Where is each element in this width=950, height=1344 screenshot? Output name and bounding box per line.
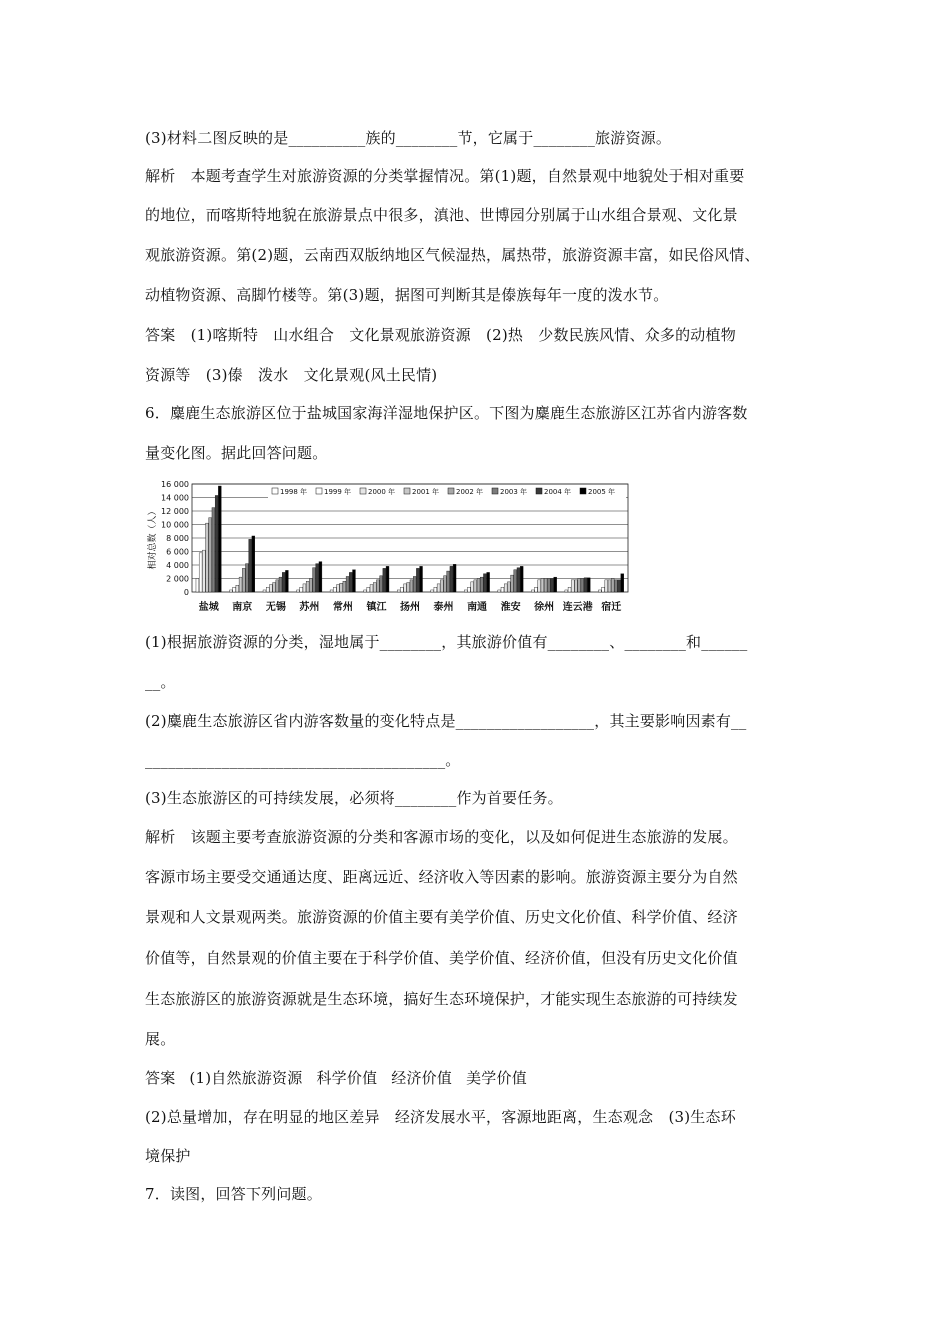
bar [206,523,209,592]
bar [450,566,453,592]
q6-part2-line1: (2)麋鹿生态旅游区省内游客数量的变化特点是__________________，其主要影响因素有__ [145,712,747,730]
bar [480,577,483,592]
bar [337,585,340,592]
bar [309,579,312,593]
bar [233,587,236,592]
y-axis-label: 相对总数（人） [148,506,158,570]
y-tick-label: 4 000 [166,561,189,570]
legend-swatch [272,488,278,494]
y-tick-label: 10 000 [161,520,189,530]
bar [376,580,379,592]
q6-analysis-line4: 价值等，自然景观的价值主要在于科学价值、美学价值、经济价值，但没有历史文化价值 [145,949,738,967]
legend-label: 2001 年 [412,488,440,496]
bar [602,587,605,592]
q5-answer-line2: 资源等 (3)傣 泼水 文化景观(风土民情) [145,366,438,384]
legend-label: 2003 年 [500,488,528,496]
bar [316,564,319,592]
bar [413,576,416,592]
legend-swatch [536,488,542,494]
legend-swatch [404,488,410,494]
q5-analysis-line1: 解析 本题考查学生对旅游资源的分类掌握情况。第(1)题，自然景观中地貌处于相对重要 [145,167,745,185]
bar [313,568,316,592]
answer-item: 科学价值 [316,1069,378,1087]
bar [531,590,534,592]
bar [269,585,272,592]
x-tick-label: 常州 [332,602,353,613]
bar [474,580,477,592]
bar [404,584,407,592]
bar [279,577,282,592]
q6-answer-line1 [145,1068,825,1088]
bar [333,587,336,592]
bar [498,590,501,592]
legend-swatch [360,488,366,494]
bar [340,583,343,592]
bar [242,568,245,592]
q6-analysis-line2: 客源市场主要受交通通达度、距离远近、经济收入等因素的影响。旅游资源主要分为自然 [145,868,738,886]
bar [386,566,389,592]
bar [571,580,574,592]
x-tick-label: 宿迁 [601,602,622,613]
bar [353,570,356,592]
q6-intro-line2: 量变化图。据此回答问题。 [145,444,328,462]
bar [437,584,440,592]
answer-item: 美学价值 [466,1069,527,1087]
bar [467,587,470,592]
bar [212,508,215,592]
bar [477,579,480,593]
bar [605,580,608,592]
bar [440,580,443,592]
legend-swatch [448,488,454,494]
bar [541,579,544,593]
bar [614,580,617,592]
bar [464,590,467,592]
q6-analysis-line6: 展。 [145,1030,176,1048]
legend-label: 1998 年 [280,488,308,496]
bar [380,576,383,592]
bar [608,580,611,592]
bar [373,583,376,592]
bar [501,587,504,592]
x-tick-label: 盐城 [198,602,219,613]
bar [367,587,370,592]
bar [568,587,571,592]
bar [196,579,199,593]
legend-label: 1999 年 [324,488,352,496]
bar [199,553,202,592]
bar [218,486,221,592]
bar [300,587,303,592]
legend-swatch [580,488,586,494]
q6-part1-line2: __。 [145,673,176,691]
bar [252,536,255,592]
legend-swatch [316,488,322,494]
x-tick-label: 泰州 [433,602,454,613]
y-tick-label: 14 000 [161,493,189,503]
bar [285,570,288,592]
bar [303,584,306,592]
bar [514,570,517,592]
q6-part1-line1: (1)根据旅游资源的分类，湿地属于________，其旅游价值有________、________和______ [145,633,748,651]
bar [370,585,373,592]
bar [444,576,447,592]
x-tick-label: 徐州 [534,602,555,613]
legend-label: 2002 年 [456,488,484,496]
bar [621,574,624,592]
answer-label: 答案 [145,1069,176,1087]
bar [364,590,367,592]
q6-part3: (3)生态旅游区的可持续发展，必须将________作为首要任务。 [145,789,563,807]
bar [565,590,568,592]
legend-label: 2005 年 [588,488,616,496]
bar [535,587,538,592]
y-tick-label: 12 000 [161,507,189,516]
bar [504,584,507,592]
q6-answer-line3: 境保护 [145,1147,191,1165]
bar [554,577,557,592]
bar [246,564,249,592]
bar [400,587,403,592]
x-tick-label: 淮安 [500,602,521,613]
bar [416,568,419,592]
bar [282,572,285,592]
bar [520,566,523,592]
q6-analysis-line5: 生态旅游区的旅游资源就是生态环境，搞好生态环境保护，才能实现生态旅游的可持续发 [145,990,738,1008]
q5-part3: (3)材料二图反映的是__________族的________节，它属于________旅游资源。 [145,129,672,147]
bar [319,562,322,592]
bar [230,590,233,592]
bar [538,580,541,592]
q6-intro-line1: 6．麋鹿生态旅游区位于盐城国家海洋湿地保护区。下图为麋鹿生态旅游区江苏省内游客数 [145,404,748,422]
q5-analysis-line2: 的地位，而喀斯特地貌在旅游景点中很多，滇池、世博园分别属于山水组合景观、文化景 [145,206,738,224]
bar [297,590,300,592]
tourist-count-bar-chart [144,474,632,618]
bar [420,566,423,592]
bar [202,550,205,592]
bar [249,539,252,592]
q5-analysis-line4: 动植物资源、高脚竹楼等。第(3)题，据图可判断其是傣族每年一度的泼水节。 [145,286,669,304]
bar [544,579,547,593]
bar [611,579,614,593]
bar [587,578,590,592]
legend-swatch [492,488,498,494]
x-tick-label: 镇江 [366,602,387,613]
bar [276,580,279,592]
bar [581,579,584,593]
answer-item: 经济价值 [391,1069,453,1087]
x-tick-label: 苏州 [299,602,320,613]
q6-analysis-line3: 景观和人文景观两类。旅游资源的价值主要有美学价值、历史文化价值、科学价值、经济 [145,908,738,926]
bar [511,575,514,592]
bar [517,568,520,592]
y-tick-label: 2 000 [166,574,189,584]
bar [266,587,269,592]
q6-answer-line2: (2)总量增加，存在明显的地区差异 经济发展水平，客源地距离，生态观念 (3)生态环 [145,1108,736,1126]
bar [383,568,386,592]
answer-item: (1)自然旅游资源 [189,1069,303,1087]
bar [618,580,621,592]
bar [407,583,410,592]
bar [453,564,456,592]
x-tick-label: 南京 [232,602,253,613]
x-tick-label: 无锡 [265,602,286,613]
bar [215,495,218,592]
bar [263,590,266,592]
bar [236,585,239,592]
bar [447,571,450,592]
bar [349,572,352,592]
q6-part2-line2: _______________________________________。 [145,751,461,769]
q6-analysis-line1: 解析 该题主要考查旅游资源的分类和客源市场的变化，以及如何促进生态旅游的发展。 [145,828,738,846]
bar [471,582,474,592]
x-tick-label: 扬州 [400,602,420,613]
bar [578,579,581,593]
bar [209,518,212,592]
bar [330,590,333,592]
bar [507,582,510,592]
bar [574,580,577,592]
bar [487,572,490,592]
legend-label: 2000 年 [368,488,396,496]
bar [410,580,413,592]
bar [431,590,434,592]
y-tick-label: 8 000 [166,534,189,543]
y-tick-label: 0 [183,588,189,597]
bar [306,581,309,592]
bar [343,581,346,592]
q5-answer-line1: 答案 (1)喀斯特 山水组合 文化景观旅游资源 (2)热 少数民族风情、众多的动植物 [145,326,736,344]
legend-label: 2004 年 [544,488,572,496]
q5-analysis-line3: 观旅游资源。第(2)题，云南西双版纳地区气候湿热，属热带，旅游资源丰富，如民俗风情、 [145,246,760,264]
bar [598,590,601,592]
bar [551,579,554,593]
bar [239,577,242,592]
bar [434,587,437,592]
y-tick-label: 6 000 [166,547,189,557]
bar [547,579,550,593]
bar [397,590,400,592]
bar [273,583,276,592]
bar [346,576,349,592]
bar [584,578,587,592]
x-tick-label: 南通 [467,602,488,613]
q7-prompt: 7．读图，回答下列问题。 [145,1185,322,1203]
y-tick-label: 16 000 [161,480,189,489]
x-tick-label: 连云港 [562,602,593,613]
bar [483,574,486,592]
